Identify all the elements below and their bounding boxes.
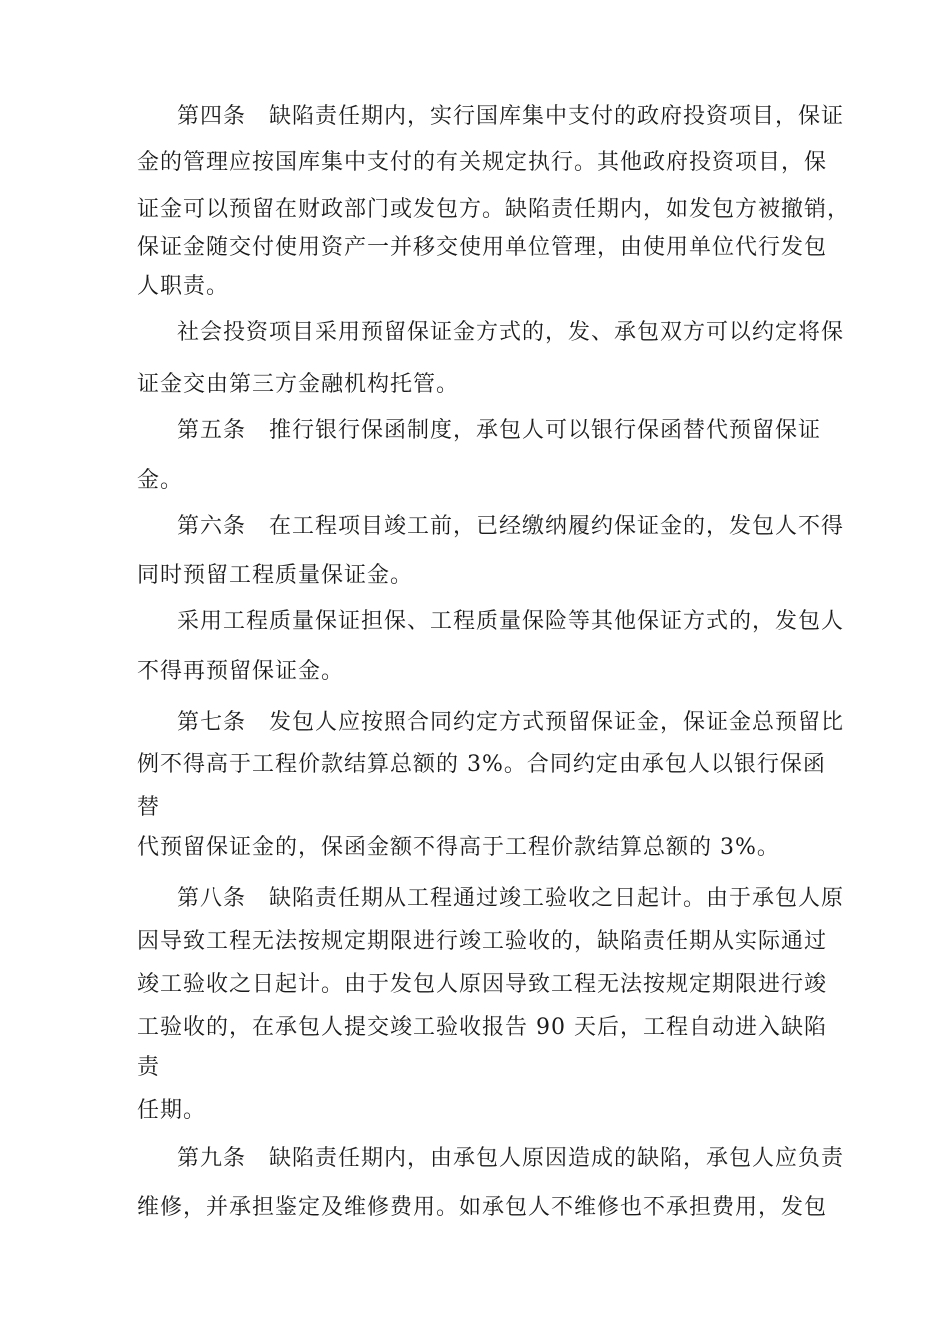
text-line: 金。	[137, 468, 184, 493]
text-line: 例不得高于工程价款结算总额的 3%。合同约定由承包人以银行保函	[137, 752, 826, 777]
text-line: 同时预留工程质量保证金。	[137, 563, 414, 588]
text-line: 第五条 推行银行保函制度，承包人可以银行保函替代预留保证	[177, 418, 822, 443]
text-line: 因导致工程无法按规定期限进行竣工验收的，缺陷责任期从实际通过	[137, 929, 828, 954]
text-line: 证金交由第三方金融机构托管。	[137, 372, 460, 397]
text-line: 任期。	[137, 1098, 207, 1123]
text-line: 维修，并承担鉴定及维修费用。如承包人不维修也不承担费用，发包	[137, 1195, 828, 1220]
text-line: 工验收的，在承包人提交竣工验收报告 90 天后，工程自动进入缺陷	[137, 1015, 827, 1040]
text-line: 证金可以预留在财政部门或发包方。缺陷责任期内，如发包方被撤销，	[137, 197, 851, 222]
text-line: 采用工程质量保证担保、工程质量保险等其他保证方式的，发包人	[177, 609, 845, 634]
text-line: 第六条 在工程项目竣工前，已经缴纳履约保证金的，发包人不得	[177, 514, 845, 539]
text-line: 替	[137, 795, 161, 820]
text-line: 第九条 缺陷责任期内，由承包人原因造成的缺陷，承包人应负责	[177, 1146, 845, 1171]
text-line: 第八条 缺陷责任期从工程通过竣工验收之日起计。由于承包人原	[177, 886, 845, 911]
text-line: 不得再预留保证金。	[137, 659, 345, 684]
text-line: 代预留保证金的，保函金额不得高于工程价款结算总额的 3%。	[137, 835, 780, 860]
text-line: 保证金随交付使用资产一并移交使用单位管理，由使用单位代行发包	[137, 235, 828, 260]
text-line: 责	[137, 1055, 161, 1080]
text-line: 社会投资项目采用预留保证金方式的，发、承包双方可以约定将保	[177, 320, 845, 345]
text-line: 第四条 缺陷责任期内，实行国库集中支付的政府投资项目，保证	[177, 104, 845, 129]
text-line: 竣工验收之日起计。由于发包人原因导致工程无法按规定期限进行竣	[137, 972, 828, 997]
text-line: 第七条 发包人应按照合同约定方式预留保证金，保证金总预留比	[177, 710, 845, 735]
text-line: 人职责。	[137, 274, 230, 299]
text-line: 金的管理应按国库集中支付的有关规定执行。其他政府投资项目，保	[137, 150, 828, 175]
